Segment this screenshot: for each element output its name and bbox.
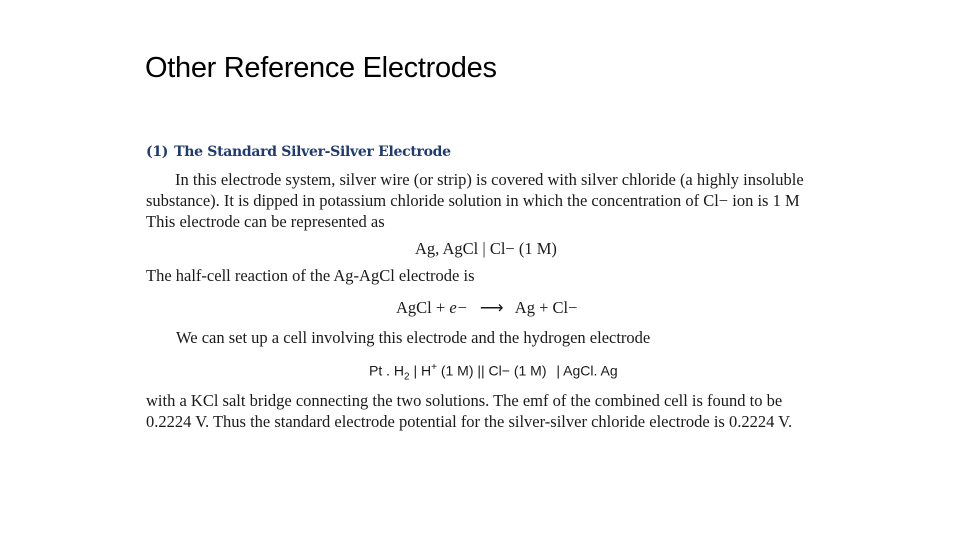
section-number: (1) xyxy=(146,144,169,160)
paragraph-half-cell: The half-cell reaction of the Ag-AgCl electrode is xyxy=(146,266,475,285)
paragraph-cell-setup: We can set up a cell involving this electrode and the hydrogen electrode xyxy=(176,328,651,347)
paragraph-intro-text: In this electrode system, silver wire (or strip) is covered with silver chloride (a highly insoluble substance). It is dipped in potassium chloride solution in which the concentration of Cl− ion is 1 M This electrode can be represented as xyxy=(146,170,804,231)
paragraph-intro xyxy=(146,169,831,232)
cell-part-pt-h: Pt . H xyxy=(369,362,405,379)
cell-part-concentrations: (1 M) || Cl− (1 M) xyxy=(440,362,547,379)
cell-part-agcl: | AgCl. Ag xyxy=(556,362,618,379)
cell-part-h: | H xyxy=(413,362,432,379)
h2-subscript: 2 xyxy=(404,371,410,383)
products: Ag + Cl− xyxy=(514,298,578,317)
paragraph-emf: with a KCl salt bridge connecting the two solutions. The emf of the combined cell is found to be 0.2224 V. Thus the standard electrode potential for the silver-silver chloride electrode is 0.2224 V. xyxy=(146,391,793,431)
reaction-arrow: ⟶ xyxy=(479,298,504,317)
reactant: AgCl + xyxy=(396,298,446,317)
electron: e− xyxy=(449,298,468,317)
half-cell-reaction xyxy=(396,298,577,318)
section-heading-text: The Standard Silver-Silver Electrode xyxy=(174,144,451,160)
section-heading xyxy=(146,144,451,160)
electrode-representation: Ag, AgCl | Cl− (1 M) xyxy=(415,239,557,258)
cell-notation xyxy=(369,362,618,382)
h-plus-superscript: + xyxy=(431,362,437,373)
slide-title: Other Reference Electrodes xyxy=(145,52,497,84)
